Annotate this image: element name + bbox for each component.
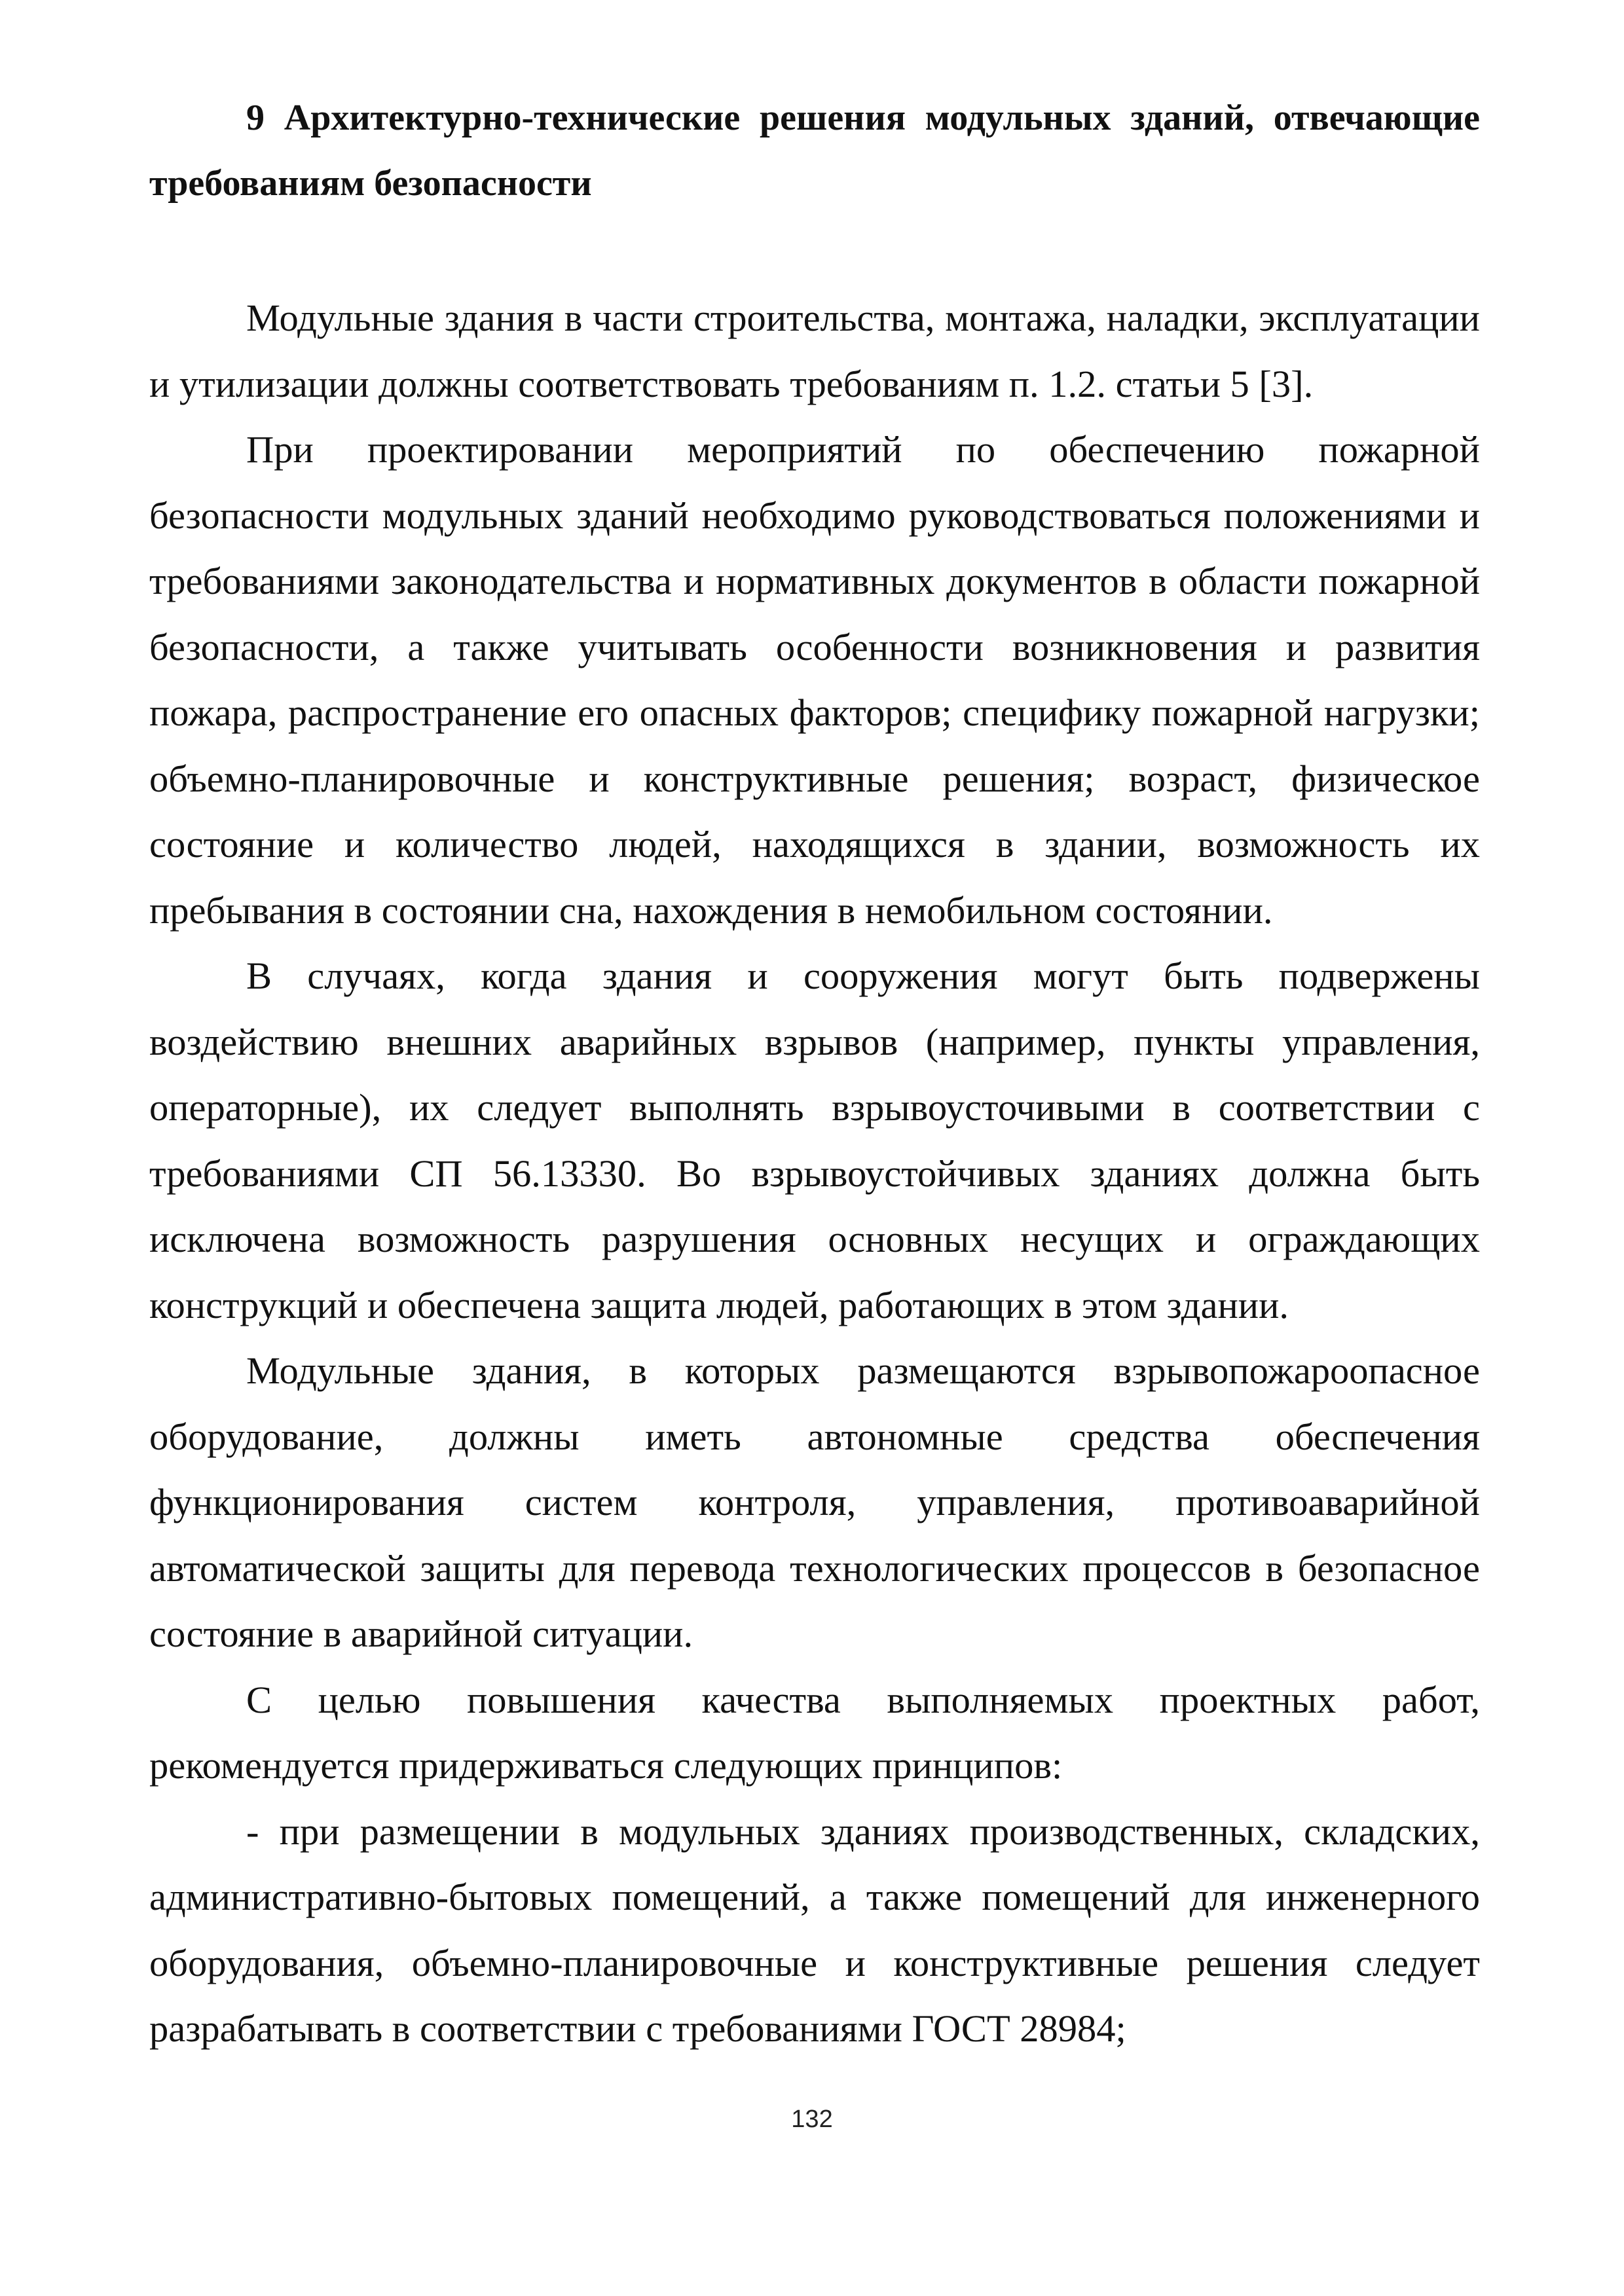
paragraph-autonomous-systems: Модульные здания, в которых размещаются взрывопожароопасное оборудование, должны иметь автономные средства обеспечения функционирования систем контроля, управления, противоаварийной автоматической защиты для перевода технологических процессов в безопасное состояние в аварийной ситуации. [149,1349,1480,1655]
page-body [149,85,1480,2062]
paragraph-requirements: Модульные здания в части строительства, монтажа, наладки, эксплуатации и утилизации должны соответствовать требованиям п. 1.2. статьи 5 [3]. [149,297,1480,405]
paragraph-design-principles: С целью повышения качества выполняемых проектных работ, рекомендуется придерживаться следующих принципов: [149,1678,1480,1787]
paragraph-fire-safety: При проектировании мероприятий по обеспечению пожарной безопасности модульных зданий необходимо руководствоваться положениями и требованиями законодательства и нормативных документов в области пожарной безопасности, а также учитывать особенности возникновения и развития пожара, распространение его опасных факторов; специфику пожарной нагрузки; объемно-планировочные и конструктивные решения; возраст, физическое состояние и количество людей, находящихся в здании, возможность их пребывания в состоянии сна, нахождения в немобильном состоянии. [149,428,1480,932]
section-heading: 9 Архитектурно-технические решения модульных зданий, отвечающие требованиям безопасности [149,98,1480,204]
page-number: 132 [791,2105,833,2133]
list-item-room-layout: - при размещении в модульных зданиях производственных, складских, административно-бытовых помещений, а также помещений для инженерного оборудования, объемно-планировочные и конструктивные решения следует разрабатывать в соответствии с требованиями ГОСТ 28984; [149,1810,1480,2050]
paragraph-explosion-resistance: В случаях, когда здания и сооружения могут быть подвержены воздействию внешних аварийных взрывов (например, пункты управления, операторные), их следует выполнять взрывоусточивыми в соответствии с требованиями СП 56.13330. Во взрывоустойчивых зданиях должна быть исключена возможность разрушения основных несущих и ограждающих конструкций и обеспечена защита людей, работающих в этом здании. [149,955,1480,1326]
